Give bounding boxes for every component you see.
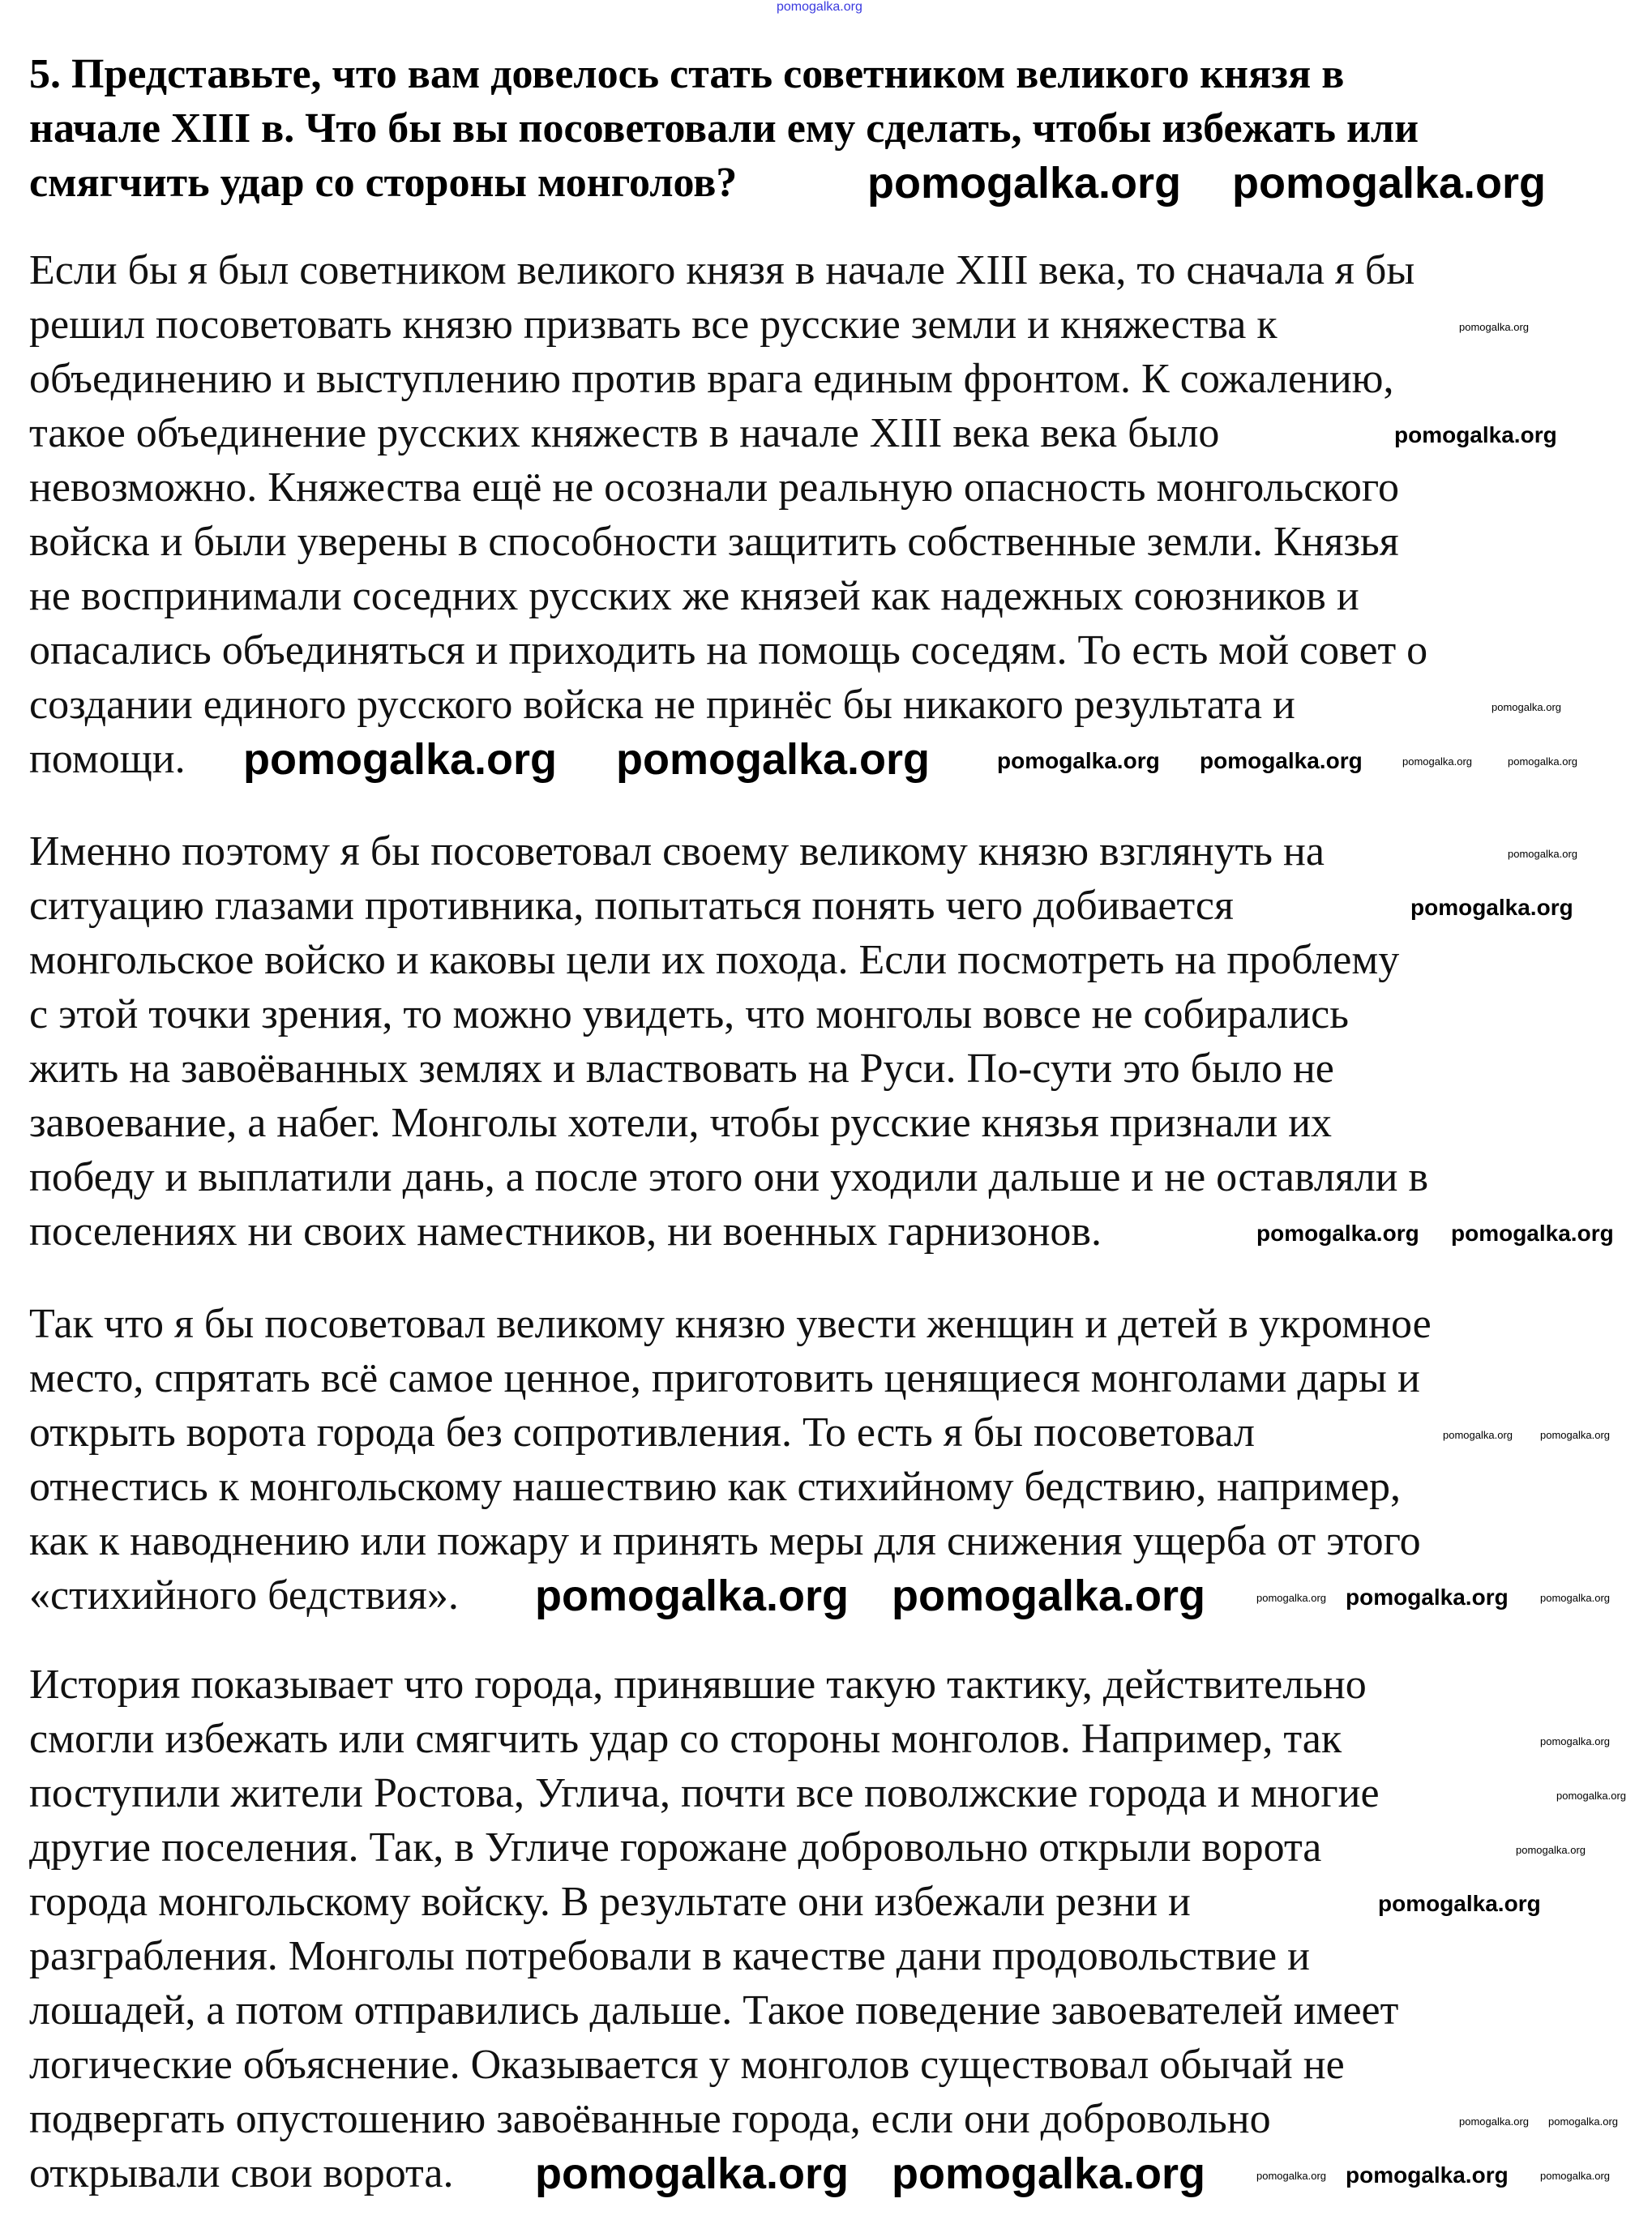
watermark: pomogalka.org [1256, 1592, 1326, 1604]
watermark: pomogalka.org [1402, 755, 1472, 768]
watermark: pomogalka.org [1200, 748, 1363, 773]
text-line: логические объяснение. Оказывается у монголов существовал обычай не [29, 2042, 1345, 2088]
watermark: pomogalka.org [1508, 848, 1577, 860]
text-line: Именно поэтому я бы посоветовал своему великому князю взглянуть на [29, 828, 1325, 875]
watermark: pomogalka.org [1443, 1429, 1513, 1441]
watermark: pomogalka.org [1508, 755, 1577, 768]
watermark: pomogalka.org [535, 1572, 850, 1620]
text-line: города монгольскому войску. В результате они избежали резни и [29, 1879, 1191, 1925]
watermark: pomogalka.org [1540, 1592, 1610, 1604]
text-line: поселениях ни своих наместников, ни военных гарнизонов. [29, 1208, 1102, 1255]
question-line: смягчить удар со стороны монголов? [29, 160, 738, 206]
question-heading [29, 47, 1419, 210]
text-line: победу и выплатили дань, а после этого они уходили дальше и не оставляли в [29, 1154, 1429, 1200]
text-line: с этой точки зрения, то можно увидеть, что монголы вовсе не собирались [29, 991, 1349, 1037]
watermark: pomogalka.org [867, 159, 1182, 207]
text-line: подвергать опустошению завоёванные города, если они добровольно [29, 2096, 1271, 2142]
watermark: pomogalka.org [1410, 895, 1573, 920]
watermark: pomogalka.org [1540, 1429, 1610, 1441]
text-line: как к наводнению или пожару и принять меры для снижения ущерба от этого [29, 1518, 1421, 1564]
watermark: pomogalka.org [1516, 1844, 1586, 1856]
watermark-top: pomogalka.org [777, 0, 862, 14]
watermark: pomogalka.org [1548, 2115, 1618, 2128]
text-line: опасались объединяться и приходить на помощь соседям. То есть мой совет о [29, 627, 1428, 674]
text-line: объединению и выступлению против врага единым фронтом. К сожалению, [29, 356, 1394, 402]
text-line: лошадей, а потом отправились дальше. Такое поведение завоевателей имеет [29, 1987, 1399, 2034]
question-line: начале XIII в. Что бы вы посоветовали ему сделать, чтобы избежать или [29, 105, 1419, 152]
watermark: pomogalka.org [892, 1572, 1206, 1620]
text-line: «стихийного бедствия». [29, 1572, 459, 1619]
answer-paragraph-2 [29, 824, 1428, 1259]
answer-paragraph-4 [29, 1657, 1398, 2201]
watermark: pomogalka.org [1451, 1221, 1614, 1246]
text-line: разграбления. Монголы потребовали в качестве дани продовольствие и [29, 1933, 1310, 1979]
watermark: pomogalka.org [997, 748, 1160, 773]
watermark: pomogalka.org [1256, 1221, 1419, 1246]
text-line: Так что я бы посоветовал великому князю увести женщин и детей в укромное [29, 1301, 1432, 1347]
watermark: pomogalka.org [1459, 2115, 1529, 2128]
text-line: жить на завоёванных землях и властвовать на Руси. По-сути это было не [29, 1046, 1334, 1092]
text-line: такое объединение русских княжеств в начале XIII века века было [29, 410, 1220, 456]
text-line: отнестись к монгольскому нашествию как стихийному бедствию, например, [29, 1464, 1402, 1510]
text-line: невозможно. Княжества ещё не осознали реальную опасность монгольского [29, 464, 1399, 511]
watermark: pomogalka.org [1540, 2170, 1610, 2182]
text-line: открыть ворота города без сопротивления. То есть я бы посоветовал [29, 1409, 1255, 1456]
watermark: pomogalka.org [1256, 2170, 1326, 2182]
watermark: pomogalka.org [535, 2149, 850, 2198]
answer-paragraph-1 [29, 243, 1427, 786]
text-line: поступили жители Ростова, Углича, почти все поволжские города и многие [29, 1770, 1380, 1816]
watermark: pomogalka.org [1346, 2162, 1509, 2188]
watermark: pomogalka.org [892, 2149, 1206, 2198]
text-line: История показывает что города, принявшие такую тактику, действительно [29, 1662, 1367, 1708]
watermark: pomogalka.org [616, 735, 931, 784]
watermark: pomogalka.org [1346, 1585, 1509, 1610]
watermark: pomogalka.org [1556, 1790, 1626, 1802]
watermark: pomogalka.org [1459, 321, 1529, 333]
text-line: ситуацию глазами противника, попытаться понять чего добивается [29, 883, 1234, 929]
watermark: pomogalka.org [1540, 1735, 1610, 1747]
text-line: монгольское войско и каковы цели их похода. Если посмотреть на проблему [29, 937, 1400, 983]
question-line: 5. Представьте, что вам довелось стать советником великого князя в [29, 51, 1345, 97]
text-line: место, спрятать всё самое ценное, приготовить ценящиеся монголами дары и [29, 1355, 1420, 1401]
text-line: решил посоветовать князю призвать все русские земли и княжества к [29, 302, 1278, 348]
text-line: помощи. [29, 736, 186, 782]
text-line: смогли избежать или смягчить удар со стороны монголов. Например, так [29, 1716, 1342, 1762]
watermark: pomogalka.org [1378, 1891, 1541, 1916]
watermark: pomogalka.org [1492, 701, 1561, 713]
text-line: завоевание, а набег. Монголы хотели, чтобы русские князья признали их [29, 1100, 1333, 1146]
text-line: создании единого русского войска не принёс бы никакого результата и [29, 682, 1295, 728]
text-line: войска и были уверены в способности защитить собственные земли. Князья [29, 519, 1399, 565]
text-line: другие поселения. Так, в Угличе горожане добровольно открыли ворота [29, 1824, 1322, 1871]
text-line: Если бы я был советником великого князя в начале XIII века, то сначала я бы [29, 247, 1415, 293]
watermark: pomogalka.org [1394, 422, 1557, 447]
text-line: не воспринимали соседних русских же князей как надежных союзников и [29, 573, 1359, 619]
text-line: открывали свои ворота. [29, 2150, 454, 2196]
watermark: pomogalka.org [1232, 159, 1547, 207]
watermark: pomogalka.org [243, 735, 558, 784]
